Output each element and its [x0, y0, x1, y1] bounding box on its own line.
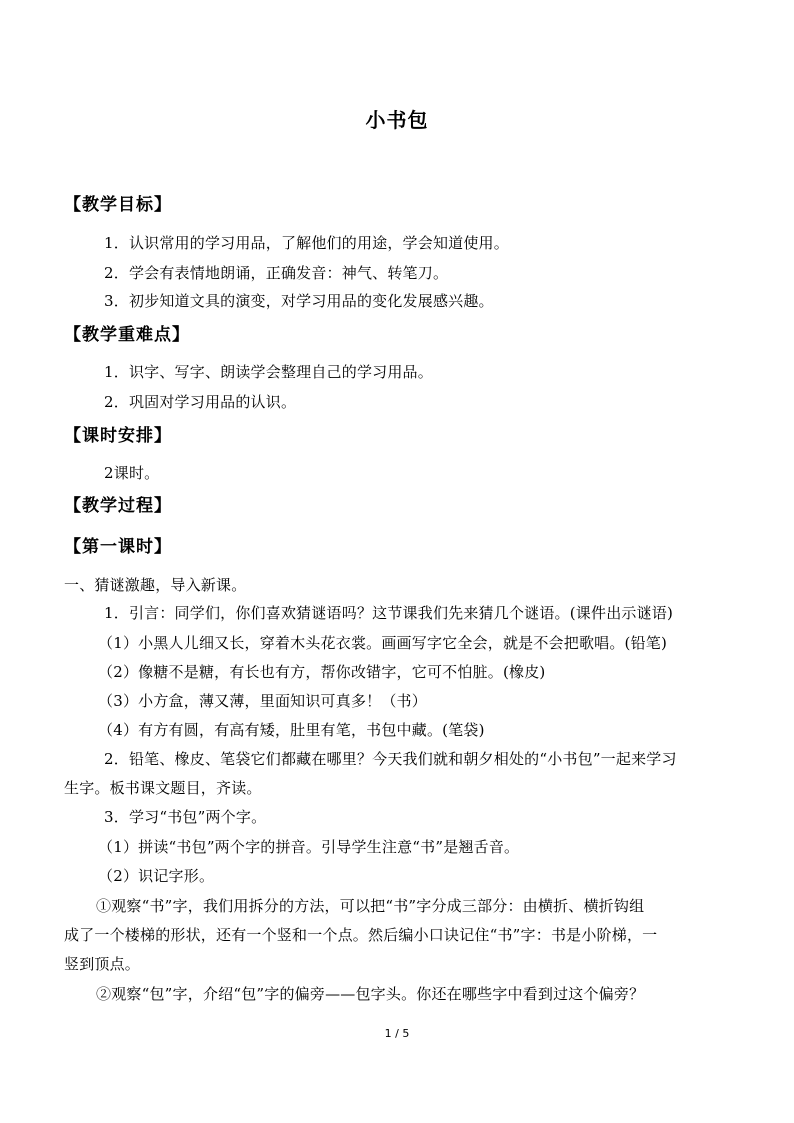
page-number: 1 / 5: [384, 1027, 410, 1040]
lesson-line: ②观察“包”字，介绍“包”字的偏旁——包字头。你还在哪些字中看到过这个偏旁？: [96, 985, 645, 1003]
section-heading-key-points: 【教学重难点】: [64, 325, 190, 345]
lesson-line: （2）识记字形。: [98, 867, 215, 885]
key-point-item: 2．巩固对学习用品的认识。: [104, 393, 297, 411]
lesson-line: ①观察“书”字，我们用拆分的方法，可以把“书”字分成三部分：由横折、横折钩组: [96, 897, 645, 915]
lesson-line: （4）有方有圆，有高有矮，肚里有笔，书包中藏。(笔袋): [98, 721, 485, 739]
key-point-item: 1．识字、写字、朗读学会整理自己的学习用品。: [104, 363, 433, 381]
schedule-text: 2课时。: [104, 464, 160, 482]
lesson-line: 竖到顶点。: [64, 955, 141, 973]
section-heading-process: 【教学过程】: [64, 496, 172, 516]
objective-item: 2．学会有表情地朗诵，正确发音：神气、转笔刀。: [104, 264, 449, 282]
lesson-line: 生字。板书课文题目，齐读。: [64, 779, 262, 797]
lesson-line: （2）像糖不是糖，有长也有方，帮你改错字，它可不怕脏。(橡皮): [98, 663, 546, 681]
objective-item: 1．认识常用的学习用品，了解他们的用途，学会知道使用。: [104, 234, 509, 252]
lesson-line: 1．引言：同学们，你们喜欢猜谜语吗？这节课我们先来猜几个谜语。(课件出示谜语): [104, 604, 674, 622]
lesson-line: （1）小黑人儿细又长，穿着木头花衣裳。画画写字它全会，就是不会把歌唱。(铅笔): [98, 634, 668, 652]
objective-item: 3．初步知道文具的演变，对学习用品的变化发展感兴趣。: [104, 292, 494, 310]
document-title: 小书包: [365, 108, 429, 132]
lesson-line: 一、猜谜激趣，导入新课。: [64, 576, 247, 594]
lesson-line: （1）拼读“书包”两个字的拼音。引导学生注意“书”是翘舌音。: [98, 838, 520, 856]
lesson-line: 2．铅笔、橡皮、笔袋它们都藏在哪里？今天我们就和朝夕相处的“小书包”一起来学习: [104, 750, 677, 768]
section-heading-schedule: 【课时安排】: [64, 426, 172, 446]
section-heading-objectives: 【教学目标】: [64, 195, 172, 215]
lesson-line: 成了一个楼梯的形状，还有一个竖和一个点。然后编小口诀记住“书”字：书是小阶梯，一: [64, 926, 658, 944]
section-heading-first-lesson: 【第一课时】: [64, 537, 172, 557]
lesson-line: 3．学习“书包”两个字。: [104, 808, 267, 826]
lesson-line: （3）小方盒，薄又薄，里面知识可真多！（书）: [98, 692, 427, 710]
